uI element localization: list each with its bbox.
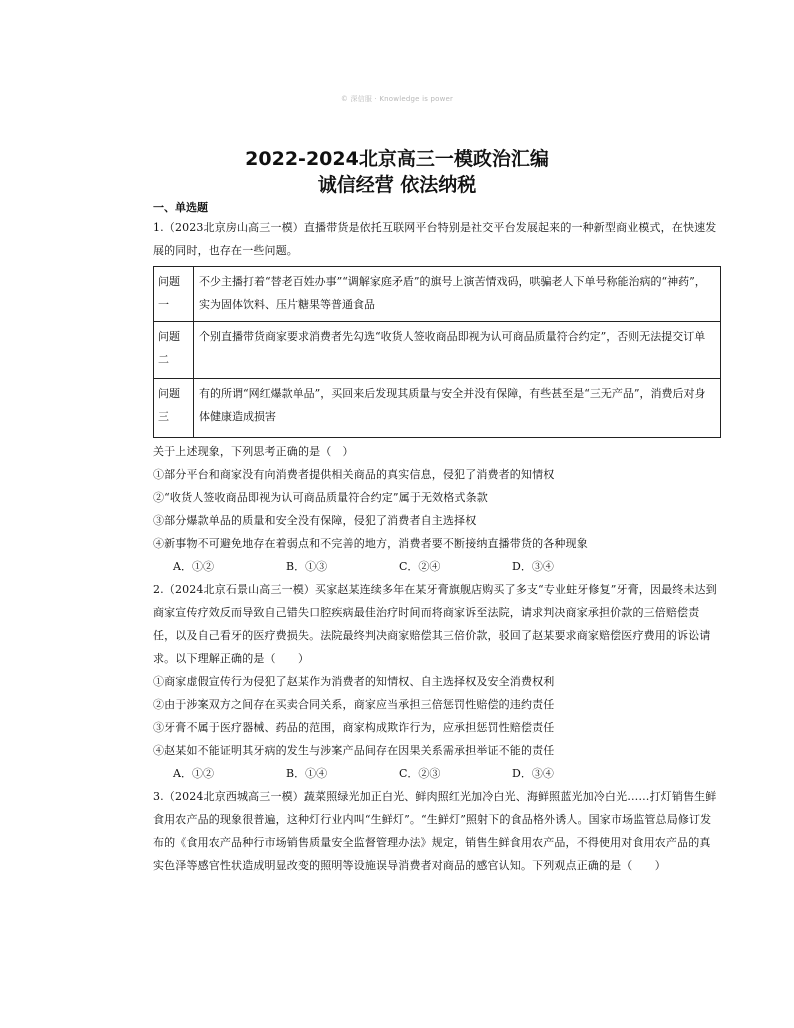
- table-row: [154, 322, 721, 379]
- table-row-text: 个别直播带货商家要求消费者先勾选“收货人签收商品即视为认可商品质量符合约定”，否则无法提交订单: [194, 322, 721, 379]
- question-1-stem: 1.（2023北京房山高三一模）直播带货是依托互联网平台特别是社交平台发展起来的一种新型商业模式，在快速发展的同时，也存在一些问题。: [153, 221, 717, 257]
- page-title: 2022-2024北京高三一模政治汇编: [245, 148, 549, 170]
- table-row-text: 有的所谓“网红爆款单品”，买回来后发现其质量与安全并没有保障，有些甚至是“三无产品”，消费后对身体健康造成损害: [194, 379, 721, 438]
- statement: ②“收货人签收商品即视为认可商品质量符合约定”属于无效格式条款: [153, 491, 488, 504]
- option-c[interactable]: C．②④: [399, 560, 441, 573]
- option-d[interactable]: D．③④: [512, 767, 554, 780]
- question-1-table: [153, 266, 721, 438]
- watermark: © 深信服 · Knowledge is power: [340, 95, 454, 103]
- option-b[interactable]: B．①③: [286, 560, 328, 573]
- statement: ①商家虚假宣传行为侵犯了赵某作为消费者的知情权、自主选择权及安全消费权利: [153, 675, 555, 688]
- question-3-stem: 3.（2024北京西城高三一模）蔬菜照绿光加正白光、鲜肉照红光加冷白光、海鲜照蓝光加冷白光……打灯销售生鲜食用农产品的现象很普遍，这种灯行业内叫“生鲜灯”。“生鲜灯”照射下的食品格外诱人。国家市场监管总局修订发布的《食用农产品种行市场销售质量安全监督管理办法》规定，销售生鲜食用农产品，不得使用对食用农产品的真实色泽等感官性状造成明显改变的照明等设施误导消费者对商品的感官认知。下列观点正确的是（ ）: [153, 790, 717, 872]
- option-c[interactable]: C．②③: [399, 767, 441, 780]
- table-row-label: 问题三: [154, 379, 194, 438]
- table-row: [154, 267, 721, 322]
- statement: ③部分爆款单品的质量和安全没有保障，侵犯了消费者自主选择权: [153, 514, 477, 527]
- section-heading: 一、单选题: [153, 201, 208, 214]
- statement: ③牙膏不属于医疗器械、药品的范围，商家构成欺诈行为，应承担惩罚性赔偿责任: [153, 721, 555, 734]
- option-b[interactable]: B．①④: [286, 767, 328, 780]
- table-row-text: 不少主播打着“替老百姓办事”“调解家庭矛盾”的旗号上演苦情戏码，哄骗老人下单号称能治病的“神药”，实为固体饮料、压片糖果等普通食品: [194, 267, 721, 322]
- option-a[interactable]: A．①②: [173, 560, 214, 573]
- question-2-stem: 2.（2024北京石景山高三一模）买家赵某连续多年在某牙膏旗舰店购买了多支“专业蛀牙修复”牙膏，因最终未达到商家宣传疗效反而导致自己错失口腔疾病最佳治疗时间而将商家诉至法院，请求判决商家承担价款的三倍赔偿责任，以及自己看牙的医疗费损失。法院最终判决商家赔偿其三倍价款，驳回了赵某要求商家赔偿医疗费用的诉讼请求。以下理解正确的是（ ）: [153, 583, 717, 665]
- table-row: [154, 379, 721, 438]
- page-subtitle: 诚信经营 依法纳税: [317, 174, 477, 196]
- question-2-options: [153, 762, 721, 785]
- document-body: [153, 200, 721, 877]
- table-row-label: 问题一: [154, 267, 194, 322]
- table-row-label: 问题二: [154, 322, 194, 379]
- question-1-options: [153, 555, 721, 578]
- option-a[interactable]: A．①②: [173, 767, 214, 780]
- statement: ④赵某如不能证明其牙病的发生与涉案产品间存在因果关系需承担举证不能的责任: [153, 744, 555, 757]
- statement: ②由于涉案双方之间存在买卖合同关系，商家应当承担三倍惩罚性赔偿的违约责任: [153, 698, 555, 711]
- question-1-prompt: 关于上述现象，下列思考正确的是（ ）: [153, 445, 354, 458]
- statement: ④新事物不可避免地存在着弱点和不完善的地方，消费者要不断接纳直播带货的各种现象: [153, 537, 588, 550]
- title-block: [0, 146, 794, 198]
- option-d[interactable]: D．③④: [512, 560, 554, 573]
- statement: ①部分平台和商家没有向消费者提供相关商品的真实信息，侵犯了消费者的知情权: [153, 468, 555, 481]
